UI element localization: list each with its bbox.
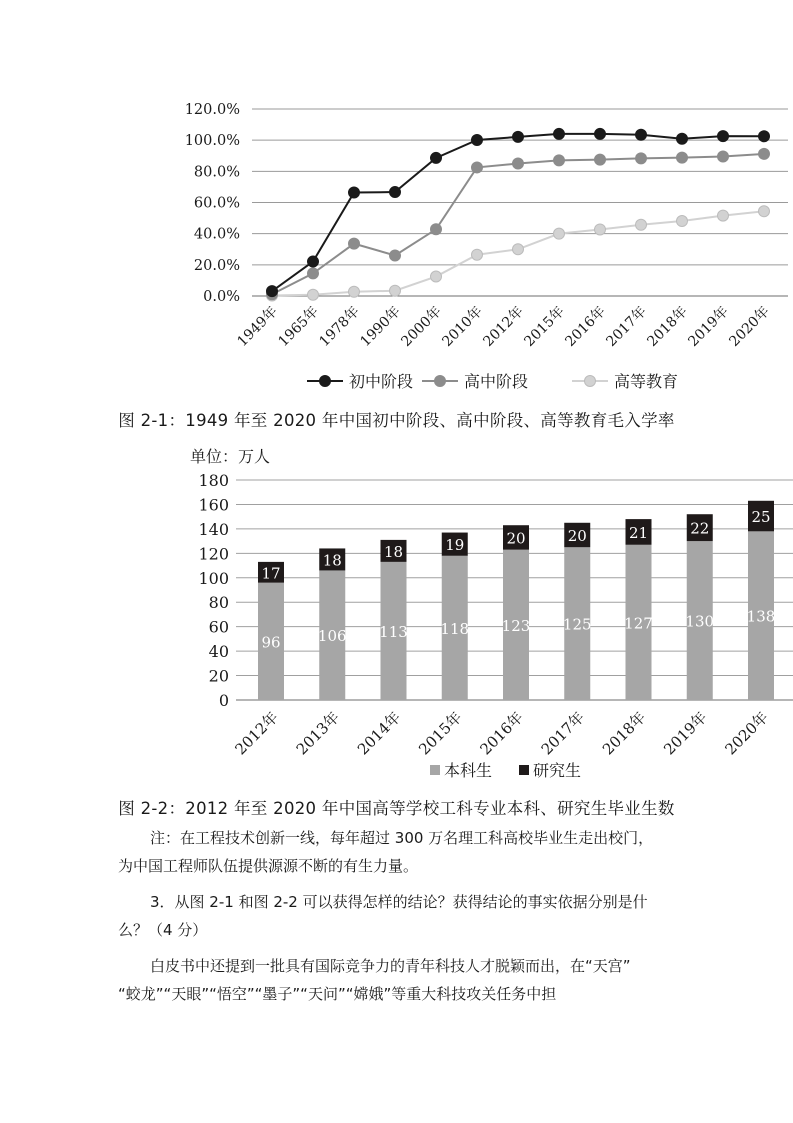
bar-data-label: 113 xyxy=(379,622,408,641)
bar-data-label: 127 xyxy=(624,614,653,633)
x-tick-label: 2010年 xyxy=(439,303,486,350)
bar-data-label: 20 xyxy=(567,527,587,545)
note-line-2: 为中国工程师队伍提供源源不断的有生力量。 xyxy=(118,857,419,875)
chart2-unit-label: 单位：万人 xyxy=(190,447,271,466)
question-line-2: 么？（4 分） xyxy=(118,921,208,939)
bar-data-label: 17 xyxy=(261,564,281,583)
legend-label: 本科生 xyxy=(444,761,493,780)
note-line-1: 注：在工程技术创新一线，每年超过 300 万名理工科高校毕业生走出校门， xyxy=(150,829,654,847)
bar-data-label: 22 xyxy=(690,519,710,538)
x-tick-label: 2015年 xyxy=(415,708,466,759)
y-tick-label: 40.0% xyxy=(193,226,240,243)
x-tick-label: 2012年 xyxy=(480,303,527,350)
y-tick-label: 180 xyxy=(198,471,229,490)
legend-swatch xyxy=(519,765,529,775)
y-tick-label: 120.0% xyxy=(184,102,240,118)
x-tick-label: 2020年 xyxy=(726,303,773,350)
x-tick-label: 2016年 xyxy=(476,708,527,759)
x-tick-label: 1978年 xyxy=(316,303,363,350)
legend-label: 初中阶段 xyxy=(349,372,414,391)
x-tick-label: 2015年 xyxy=(521,303,568,350)
bar-data-label: 20 xyxy=(506,529,526,548)
x-tick-label: 2017年 xyxy=(537,708,589,759)
x-tick-label: 2018年 xyxy=(644,303,691,350)
y-tick-label: 0 xyxy=(218,691,229,710)
figure-2-2-caption: 图 2-2：2012 年至 2020 年中国高等学校工科专业本科、研究生毕业生数 xyxy=(118,799,675,818)
legend-label: 研究生 xyxy=(533,761,582,780)
bar-data-label: 21 xyxy=(628,523,649,542)
x-tick-label: 2016年 xyxy=(562,303,609,350)
y-tick-label: 160 xyxy=(198,495,229,515)
x-tick-label: 2017年 xyxy=(603,303,650,350)
bar-data-label: 123 xyxy=(501,616,531,635)
question-line-1: 3．从图 2-1 和图 2-2 可以获得怎样的结论？获得结论的事实依据分别是什 xyxy=(150,893,648,911)
y-tick-label: 120 xyxy=(198,544,229,564)
x-tick-label: 2000年 xyxy=(398,303,445,350)
y-tick-label: 20.0% xyxy=(193,257,240,274)
legend-swatch xyxy=(430,765,440,775)
bar-data-label: 118 xyxy=(440,619,470,638)
x-tick-label: 2018年 xyxy=(598,708,650,759)
bar-data-label: 96 xyxy=(261,633,281,652)
x-tick-label: 1965年 xyxy=(275,303,322,350)
y-tick-label: 100.0% xyxy=(184,133,240,150)
y-tick-label: 60 xyxy=(208,617,229,637)
x-tick-label: 2014年 xyxy=(353,708,405,759)
body-line-2: “蛟龙”“天眼”“悟空”“墨子”“天问”“嫦娥”等重大科技攻关任务中担 xyxy=(118,985,557,1003)
bar-data-label: 25 xyxy=(751,508,771,527)
y-tick-label: 60.0% xyxy=(193,195,240,212)
x-tick-label: 2012年 xyxy=(231,708,282,759)
bar-data-label: 19 xyxy=(445,536,465,555)
figure-2-1-caption: 图 2-1：1949 年至 2020 年中国初中阶段、高中阶段、高等教育毛入学率 xyxy=(118,411,675,430)
legend-label: 高等教育 xyxy=(614,372,679,391)
y-tick-label: 80.0% xyxy=(193,164,240,181)
bar-data-label: 138 xyxy=(746,607,776,626)
bar-data-label: 18 xyxy=(322,551,342,570)
legend-label: 高中阶段 xyxy=(464,372,529,391)
x-tick-label: 2019年 xyxy=(660,708,711,759)
x-tick-label: 2020年 xyxy=(721,708,772,759)
bar-data-label: 125 xyxy=(562,615,592,634)
y-tick-label: 40 xyxy=(208,642,229,662)
y-tick-label: 100 xyxy=(198,568,229,588)
x-tick-label: 2013年 xyxy=(292,708,344,759)
body-line-1: 白皮书中还提到一批具有国际竞争力的青年科技人才脱颖而出，在“天宫” xyxy=(150,957,631,975)
y-tick-label: 80 xyxy=(208,593,229,613)
x-tick-label: 1949年 xyxy=(234,303,281,350)
bar-data-label: 106 xyxy=(317,627,347,646)
y-tick-label: 0.0% xyxy=(203,289,240,305)
y-tick-label: 20 xyxy=(208,666,229,686)
x-tick-label: 2019年 xyxy=(685,303,732,350)
bar-data-label: 130 xyxy=(685,612,715,631)
y-tick-label: 140 xyxy=(198,519,229,539)
bar-data-label: 18 xyxy=(383,542,404,561)
x-tick-label: 1990年 xyxy=(357,303,404,350)
